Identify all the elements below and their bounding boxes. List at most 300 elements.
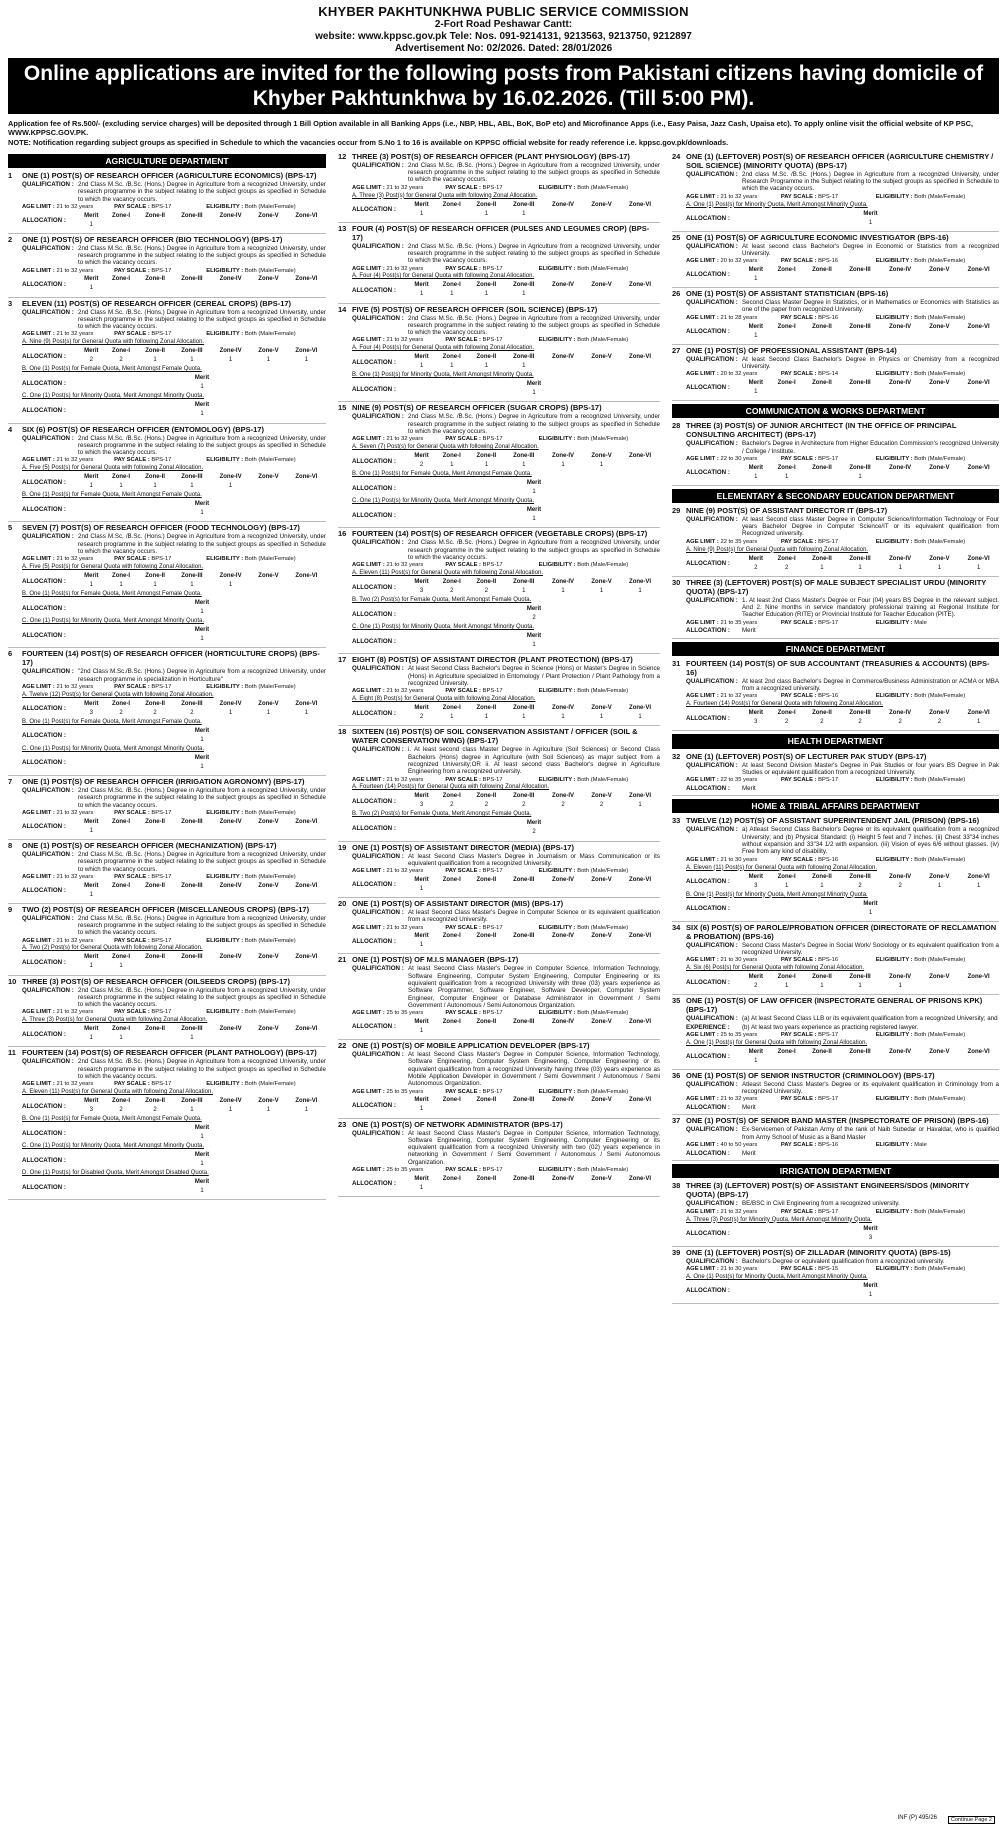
allocation-zone-label: Zone-I (112, 700, 131, 707)
qualification-row (338, 243, 660, 265)
allocation-label: ALLOCATION : (686, 877, 730, 885)
allocation-zone-label: Zone-IV (219, 348, 242, 355)
age-limit-label: AGE LIMIT : (22, 556, 55, 563)
eligibility-value: Both (Male/Female) (577, 265, 629, 272)
allocation-header-row (408, 380, 660, 389)
allocation-zone-label: Zone-II (145, 882, 165, 889)
zonal-allocation-table (408, 792, 660, 810)
post-title-text: ONE (1) (LEFTOVER) POST(S) OF LECTURER PAK STUDY (BPS-17) (686, 751, 927, 761)
age-limit-label: AGE LIMIT : (22, 684, 55, 691)
allocation-value: 1 (419, 291, 424, 298)
allocation-header-row (408, 479, 660, 488)
allocation-label: ALLOCATION : (22, 1129, 66, 1137)
allocation-zone-label: Zone-IV (219, 474, 242, 481)
allocation-zone-label: Merit (863, 900, 878, 907)
allocation-value: 1 (522, 210, 526, 217)
allocation-zone-label: Merit (414, 1097, 429, 1104)
allocation-value: 1 (937, 564, 942, 571)
allocation-label: ALLOCATION : (352, 797, 396, 805)
eligibility (876, 456, 999, 463)
allocation-zone-label: Merit (748, 464, 764, 471)
post-title (338, 152, 660, 161)
allocation-zone-label: Merit (748, 380, 764, 386)
allocation-value (770, 388, 804, 397)
allocation-value-row (742, 1057, 999, 1066)
zonal-allocation-table (408, 353, 660, 371)
allocation-zone-label: Zone-II (145, 700, 165, 707)
age-limit (686, 258, 781, 265)
allocation-zone-label: Zone-IV (219, 818, 242, 825)
allocation-value: 2 (561, 802, 565, 809)
allocation-zone-label: Zone-I (777, 555, 796, 562)
allocation-zone-label: Merit (84, 1098, 99, 1105)
allocation-value (211, 221, 250, 230)
pay-scale-value: BPS-17 (482, 924, 503, 931)
post-number: 14 (338, 304, 347, 314)
post-number: 15 (338, 403, 347, 413)
department-heading: HEALTH DEPARTMENT (672, 734, 999, 748)
allocation-row (8, 1124, 326, 1142)
age-limit-label: AGE LIMIT : (686, 856, 719, 863)
age-limit-label: AGE LIMIT : (22, 203, 55, 210)
age-limit-label: AGE LIMIT : (352, 868, 385, 875)
post-title (338, 1120, 660, 1129)
allocation-zone-label: Merit (748, 873, 764, 880)
allocation-label: ALLOCATION : (22, 478, 66, 486)
allocation-zone-label: Zone-I (777, 267, 796, 274)
allocation-zone-label: Merit (84, 882, 99, 889)
qualification-row (672, 356, 999, 371)
post-title (8, 171, 326, 180)
pay-scale (445, 925, 538, 932)
post-title (672, 421, 999, 439)
post-title-text: ONE (1) POST(S) OF SENIOR BAND MASTER (INSPECTORATE OF PRISON) (BPS-16) (686, 1116, 989, 1126)
allocation-value: 1 (304, 1107, 309, 1114)
qualification-label: QUALIFICATION : (22, 244, 74, 252)
allocation-header-row (742, 323, 999, 332)
department-heading: ELEMENTARY & SECONDARY EDUCATION DEPARTMENT (672, 489, 999, 503)
qualification-label: QUALIFICATION : (686, 826, 738, 834)
eligibility-label: ELIGIBILITY : (206, 1081, 244, 1088)
qualification-row (672, 440, 999, 455)
quota-heading: A. Six (6) Post(s) for General Quota with following Zonal Allocation. (686, 965, 865, 972)
allocation-header-row (78, 1124, 326, 1133)
post-title (672, 752, 999, 761)
allocation-zone-label: Zone-IV (552, 282, 575, 289)
pay-scale-label: PAY SCALE : (780, 693, 817, 700)
quota-heading: A. Nine (9) Post(s) for General Quota with following Zonal Allocation. (686, 546, 869, 553)
experience-row (672, 1024, 999, 1031)
allocation-value (211, 963, 250, 972)
qualification-label: QUALIFICATION : (686, 1126, 738, 1134)
allocation-value-row (408, 362, 660, 371)
post-title-text: SIXTEEN (16) POST(S) OF SOIL CONSERVATION ASSISTANT / OFFICER (SOIL & WATER CONSERVATION WING) (BPS-17) (352, 727, 638, 746)
age-limit-value: 21 to 32 years (56, 203, 94, 210)
pay-scale (781, 456, 876, 463)
allocation-label: ALLOCATION : (352, 1101, 396, 1109)
allocation-zone-label: Zone-IV (552, 453, 575, 460)
pay-scale-label: PAY SCALE : (780, 1265, 817, 1272)
eligibility (539, 1089, 660, 1096)
post-number: 17 (338, 655, 347, 665)
eligibility-value: Both (Male/Female) (244, 873, 296, 880)
allocation-value (958, 982, 999, 991)
age-limit (22, 1081, 114, 1088)
allocation-value (105, 827, 138, 836)
allocation-zone-label: Zone-V (591, 354, 612, 361)
allocation-value (770, 1057, 804, 1066)
allocation-value-row (408, 1106, 660, 1115)
zonal-allocation-table (78, 1178, 326, 1196)
pay-scale (781, 371, 876, 378)
age-limit (686, 1142, 781, 1149)
allocation-value: 1 (190, 357, 194, 364)
allocation-value (583, 1106, 620, 1115)
allocation-header-row (742, 973, 999, 982)
allocation-label: ALLOCATION : (352, 610, 396, 618)
allocation-label: ALLOCATION : (22, 958, 66, 966)
zonal-allocation-table (78, 572, 326, 590)
allocation-zone-label: Zone-VI (295, 700, 318, 707)
age-limit-label: AGE LIMIT : (352, 337, 385, 344)
post-meta (686, 1209, 999, 1216)
allocation-zone-label: Zone-III (181, 954, 203, 961)
allocation-zone-label: Zone-V (258, 348, 279, 355)
pay-scale (445, 868, 538, 875)
eligibility (876, 258, 999, 265)
allocation-header-row (408, 452, 660, 461)
allocation-value: 1 (266, 357, 271, 364)
quota-heading: A. Eleven (11) Post(s) for General Quota with following Zonal Allocation. (22, 1089, 213, 1096)
eligibility-value: Both (Male/Female) (914, 314, 966, 321)
pay-scale (781, 1209, 876, 1216)
eligibility-label: ELIGIBILITY : (875, 314, 913, 321)
allocation-zone-label: Zone-VI (967, 710, 990, 717)
zonal-allocation-table (742, 1048, 999, 1066)
quota-heading: C. One (1) Post(s) for Minority Quota, Merit Amongst Minority Quota. (352, 498, 535, 505)
post-entry (338, 954, 660, 1040)
allocation-label: ALLOCATION : (352, 484, 396, 492)
allocation-zone-label: Zone-IV (889, 464, 912, 471)
allocation-value: 2 (450, 588, 454, 595)
age-limit (686, 315, 781, 322)
allocation-value (958, 1057, 999, 1066)
pay-scale-label: PAY SCALE : (114, 331, 150, 338)
eligibility-label: ELIGIBILITY : (875, 957, 913, 964)
pay-scale-value: BPS-17 (151, 937, 172, 944)
qualification-text: Bachelor's Degree in Architecture from Higher Education Commission's recognized University / College / Institute. (742, 440, 999, 455)
pay-scale-value: BPS-17 (151, 684, 172, 691)
post-columns (8, 151, 999, 1816)
allocation-header-row (742, 379, 999, 388)
allocation-value: 2 (450, 802, 454, 809)
age-limit-value: 40 to 50 years (720, 1142, 758, 1149)
allocation-zone-label: Zone-V (258, 700, 279, 707)
qualification-text: At least 2nd class Bachelor's Degree in Commerce/Business Administration or ACMA or MBA from a recognized university. (742, 677, 999, 693)
allocation-header-row (742, 1282, 999, 1291)
post-title-text: ONE (1) POST(S) OF ASSISTANT DIRECTOR (MEDIA) (BPS-17) (352, 842, 574, 852)
allocation-value (250, 482, 287, 491)
post-title (672, 659, 999, 677)
allocation-value-row (408, 210, 660, 219)
allocation-zone-label: Zone-V (591, 876, 612, 883)
pay-scale-value: BPS-17 (482, 184, 503, 191)
allocation-value: 2 (858, 719, 862, 726)
post-meta (686, 620, 999, 627)
allocation-label: ALLOCATION : (686, 905, 730, 912)
qualification-text: 2nd Class M.Sc. /B.Sc. (Hons.) Degree in Agriculture from a recognized University, under research programme in the subject relating to the subject groups as specified in Schedule to which the vacancy occurs. (78, 244, 326, 267)
zonal-allocation-table (78, 818, 326, 836)
pay-scale (781, 539, 876, 546)
allocation-value-row (78, 1106, 326, 1115)
allocation-zone-label: Zone-II (812, 873, 832, 880)
age-limit-label: AGE LIMIT : (686, 1096, 719, 1103)
allocation-zone-label: Merit (194, 1125, 210, 1132)
allocation-value: 1 (522, 363, 526, 370)
pay-scale-value: BPS-16 (818, 856, 839, 863)
allocation-header-row (742, 464, 999, 473)
pay-scale-value: BPS-17 (818, 193, 839, 200)
allocation-value: 1 (484, 210, 489, 217)
allocation-zone-label: Merit (526, 633, 542, 640)
allocation-zone-label: Zone-II (812, 974, 832, 981)
pay-scale-value: BPS-17 (482, 1010, 503, 1017)
allocation-label: ALLOCATION : (22, 352, 66, 360)
allocation-value (920, 275, 958, 284)
allocation-zone-label: Merit (748, 974, 764, 981)
post-meta (352, 688, 660, 695)
allocation-value: 1 (119, 483, 123, 490)
allocation-value (840, 388, 880, 397)
allocation-value (137, 827, 172, 836)
allocation-zone-label: Zone-III (849, 1048, 871, 1055)
pay-scale-value: BPS-17 (818, 1208, 839, 1215)
age-limit-value: 21 to 32 years (720, 193, 758, 200)
allocation-value: 1 (89, 963, 94, 970)
qualification-label: QUALIFICATION : (352, 908, 404, 916)
allocation-value: 3 (754, 719, 758, 726)
allocation-row (672, 973, 999, 991)
post-number: 1 (8, 170, 13, 180)
allocation-value-row (78, 1160, 326, 1169)
allocation-value (173, 827, 211, 836)
allocation-value (250, 221, 287, 230)
post-number: 34 (672, 922, 681, 932)
allocation-value: 1 (89, 221, 94, 228)
allocation-row (338, 932, 660, 950)
post-entry (672, 658, 999, 732)
age-limit-value: 22 to 35 years (720, 538, 758, 545)
age-limit-label: AGE LIMIT : (686, 1208, 719, 1215)
post-title-text: ONE (1) (LEFTOVER) POST(S) OF RESEARCH OFFICER (AGRICULTURE CHEMISTRY / SOIL SCIENCE) (MINORITY QUOTA) (BPS-17) (686, 151, 994, 170)
qualification-text: "2nd Class M.Sc./B.Sc. (Hons.) Degree in Agriculture from a recognized University, under research programme in specialization in Horticulture" (78, 668, 326, 683)
pay-scale (781, 777, 876, 784)
post-meta (686, 1142, 999, 1149)
age-limit (686, 1266, 781, 1273)
pay-scale-value: BPS-17 (818, 619, 839, 626)
allocation-zone-label: Zone-VI (629, 793, 652, 800)
allocation-zone-label: Zone-VI (295, 212, 318, 219)
pay-scale-value: BPS-17 (151, 873, 172, 880)
post-title (672, 233, 999, 242)
qualification-text: 2nd Class M.Sc. /B.Sc. (Hons.) Degree in Agriculture from a recognized University, under research programme in the subject relating to the subject groups as specified in Schedule to which the vacancy occurs. (408, 413, 660, 436)
pay-scale-label: PAY SCALE : (114, 556, 150, 563)
allocation-value: 1 (868, 1291, 873, 1298)
pay-scale-value: BPS-17 (151, 1009, 172, 1016)
allocation-zone-label: Zone-V (591, 793, 612, 800)
eligibility-label: ELIGIBILITY : (875, 1208, 913, 1215)
qualification-text: 2nd Class M.Sc. /B.Sc. (Hons.) Degree in Agriculture from a recognized University, under research programme in the subject relating to the subject groups as specified in Schedule to which the vacancy occurs. (78, 434, 326, 457)
post-number: 12 (338, 151, 347, 161)
allocation-value: 1 (754, 473, 758, 480)
post-title-text: FIVE (5) POST(S) OF RESEARCH OFFICER (SOIL SCIENCE) (BPS-17) (352, 304, 598, 314)
allocation-zone-label: Zone-VI (629, 933, 652, 940)
allocation-zone-label: Zone-III (513, 793, 535, 800)
pay-scale (114, 457, 206, 464)
allocation-row (672, 379, 999, 397)
age-limit-label: AGE LIMIT : (686, 693, 719, 700)
age-limit-label: AGE LIMIT : (22, 810, 55, 817)
zonal-allocation-table (742, 464, 999, 482)
allocation-row (672, 266, 999, 284)
post-number: 13 (338, 223, 347, 233)
eligibility (876, 1096, 999, 1103)
post-entry (8, 1047, 326, 1200)
age-limit-value: 21 to 32 years (56, 873, 94, 880)
post-meta (686, 957, 999, 964)
allocation-value: 1 (190, 483, 194, 490)
allocation-value: 3 (419, 802, 424, 809)
allocation-zone-label: Zone-IV (889, 873, 912, 880)
age-limit (352, 337, 445, 344)
allocation-value: 1 (153, 357, 157, 364)
zonal-allocation-table (78, 1124, 326, 1142)
eligibility-label: ELIGIBILITY : (206, 684, 244, 691)
zonal-allocation-table (408, 1018, 660, 1036)
allocation-value: 1 (868, 219, 873, 226)
pay-scale-label: PAY SCALE : (114, 873, 150, 880)
allocation-zone-label: Zone-III (513, 354, 535, 361)
allocation-zone-label: Merit (414, 282, 429, 289)
allocation-header-row (742, 709, 999, 718)
allocation-header-row (78, 374, 326, 383)
post-meta (22, 268, 326, 275)
qualification-label: QUALIFICATION : (686, 170, 738, 178)
age-limit-label: AGE LIMIT : (352, 436, 385, 443)
eligibility (876, 620, 999, 627)
qualification-row (8, 245, 326, 267)
quota-heading: A. One (1) Post(s) for General Quota with following Zonal Allocation. (686, 1039, 868, 1046)
allocation-label: ALLOCATION : (352, 206, 396, 214)
eligibility-value: Both (Male/Female) (244, 203, 296, 210)
allocation-label: ALLOCATION : (686, 1287, 730, 1295)
pay-scale-label: PAY SCALE : (780, 314, 817, 321)
allocation-zone-label: Zone-I (777, 464, 796, 471)
qualification-row (8, 987, 326, 1009)
zonal-allocation-table (742, 873, 999, 891)
qualification-row (672, 942, 999, 957)
pay-scale (445, 1010, 538, 1017)
zonal-allocation-table (408, 578, 660, 596)
qualification-label: QUALIFICATION : (22, 668, 74, 676)
allocation-zone-label: Merit (414, 579, 429, 586)
quota-heading: A. Twelve (12) Post(s) for General Quota with following Zonal Allocation. (22, 691, 214, 698)
post-meta (22, 1081, 326, 1088)
allocation-zone-label: Merit (84, 212, 99, 219)
allocation-value (920, 388, 958, 397)
allocation-value: 1 (228, 483, 233, 490)
age-limit-value: 21 to 32 years (56, 267, 94, 274)
allocation-row (672, 1104, 999, 1111)
qualification-text: i. At least second class Master Degree in Agriculture (Soil Sciences) or Second Class Bachelors (Hons) degree in Agriculture (with Soil Sciences) as major subject from a recognized University;OR ii. At least second class Bachelor's degree in Agriculture Engineering from a recognized university. (408, 746, 660, 776)
qualification-text: 2nd Class M.Sc. /B.Sc. (Hons.) Degree in Agriculture from a recognized University, under research programme in the subject relating to the subject groups as specified in Schedule to which the vacancy occurs. (78, 1058, 326, 1080)
age-limit (352, 1010, 445, 1017)
qualification-label: QUALIFICATION : (352, 665, 404, 673)
quota-heading: D. One (1) Post(s) for Disabled Quota, Merit Amongst Disabled Quota. (22, 1170, 209, 1177)
age-limit (686, 371, 781, 378)
eligibility (876, 1209, 999, 1216)
allocation-zone-label: Merit (414, 201, 429, 208)
allocation-zone-label: Zone-V (591, 1019, 612, 1026)
allocation-row (8, 473, 326, 491)
allocation-row (8, 626, 326, 644)
allocation-label: ALLOCATION : (352, 385, 396, 393)
allocation-label: ALLOCATION : (686, 384, 730, 392)
allocation-value: 1 (561, 588, 565, 595)
allocation-value (250, 827, 287, 836)
allocation-value (958, 332, 999, 341)
zonal-allocation-table (78, 347, 326, 365)
allocation-zone-label: Zone-V (591, 453, 612, 460)
allocation-value (250, 1034, 287, 1043)
allocation-value: 1 (200, 411, 204, 418)
allocation-header-row (78, 754, 326, 763)
allocation-value: 1 (484, 291, 489, 298)
qualification-text: Ex-Servicemen of Pakistan Army of the rank of Naib Subedar or Havaldar, who is qualified from Army School of Music as a Band Master (742, 1126, 999, 1141)
allocation-zone-label: Zone-II (145, 1026, 165, 1033)
pay-scale-label: PAY SCALE : (445, 868, 481, 875)
allocation-header-row (742, 266, 999, 275)
allocation-value: 2 (898, 882, 902, 889)
allocation-value (137, 963, 172, 972)
post-title (8, 649, 326, 667)
allocation-zone-label: Zone-I (112, 1098, 131, 1105)
post-title-text: FOURTEEN (14) POST(S) OF RESEARCH OFFICER (PLANT PATHOLOGY) (BPS-17) (22, 1048, 317, 1058)
age-limit-label: AGE LIMIT : (22, 1009, 55, 1016)
qualification-text: 2nd Class M.Sc. /B.Sc. (Hons.) Degree in Agriculture from a recognized University, under research programme in the subject relating to the subject groups as specified in Schedule to which the vacancy occurs. (408, 539, 660, 562)
allocation-value: 1 (200, 764, 204, 771)
allocation-row (8, 599, 326, 617)
zonal-allocation-table (408, 506, 660, 524)
allocation-value-row (78, 709, 326, 718)
allocation-value: 1 (976, 719, 981, 726)
allocation-zone-label: Merit (194, 402, 210, 409)
allocation-zone-label: Merit (414, 1175, 429, 1182)
post-entry (672, 505, 999, 577)
quota-heading: A. Fourteen (14) Post(s) for General Quota with following Zonal Allocation. (686, 701, 884, 708)
allocation-value: 1 (119, 1035, 123, 1042)
age-limit-value: 21 to 32 years (386, 337, 424, 344)
allocation-zone-label: Zone-VI (967, 1048, 990, 1055)
allocation-label: ALLOCATION : (352, 937, 396, 945)
allocation-value: 1 (638, 714, 642, 721)
age-limit (22, 684, 114, 691)
post-number: 25 (672, 232, 681, 242)
pay-scale-label: PAY SCALE : (114, 203, 150, 210)
post-title-text: SIX (6) POST(S) OF RESEARCH OFFICER (ENTOMOLOGY) (BPS-17) (22, 424, 264, 434)
allocation-zone-label: Merit (84, 474, 99, 481)
age-limit (22, 331, 114, 338)
